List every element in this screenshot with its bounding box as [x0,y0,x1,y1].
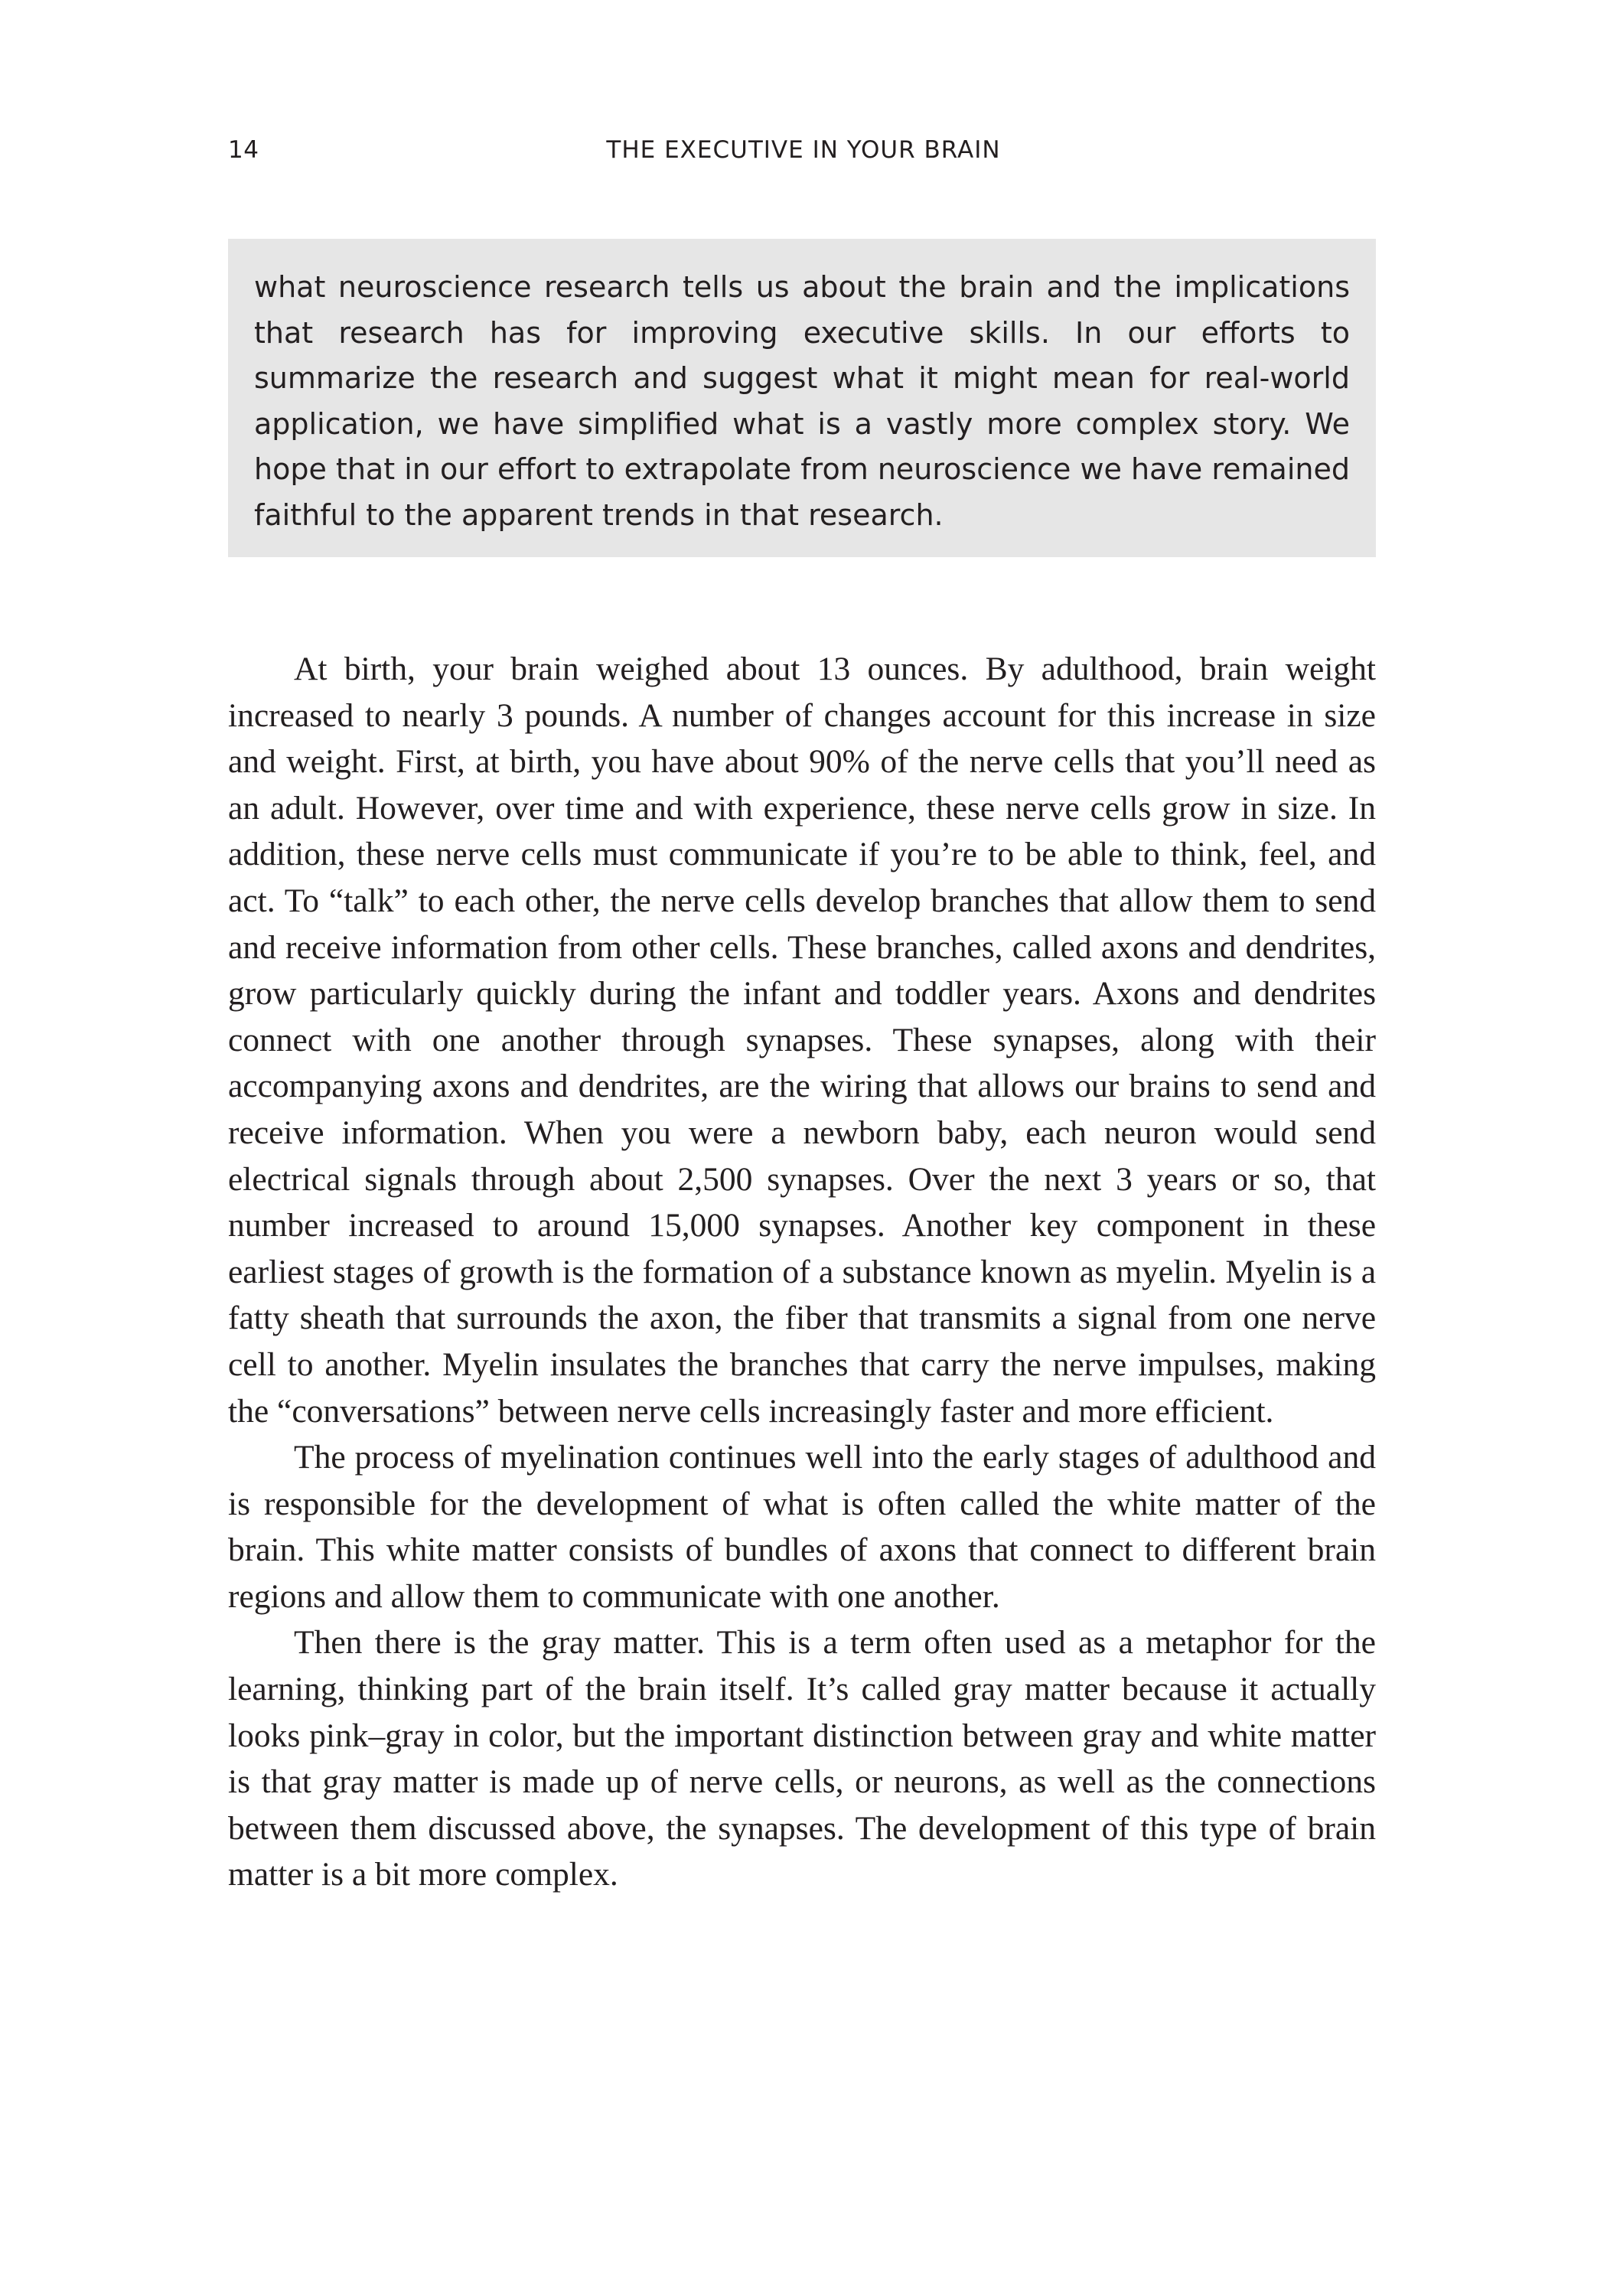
body-text [228,646,1376,1898]
body-paragraph: The process of myelination continues well into the early stages of adulthood and is responsible for the development of what is often called the white matter of the brain. This white matter consists of bundles of axons that connect to different brain regions and allow them to communicate with one another. [228,1439,1376,1615]
body-paragraph: At birth, your brain weighed about 13 ounces. By adulthood, brain weight increased to nearly 3 pounds. A number of changes account for this increase in size and weight. First, at birth, you have about 90% of the nerve cells that you’ll need as an adult. However, over time and with experience, these nerve cells grow in size. In addition, these nerve cells must communicate if you’re to be able to think, feel, and act. To “talk” to each other, the nerve cells develop branches that allow them to send and receive information from other cells. These branches, called axons and dendrites, grow particularly quickly during the infant and toddler years. Axons and dendrites connect with one another through synapses. These synapses, along with their accompanying axons and dendrites, are the wiring that allows our brains to send and receive information. When you were a newborn baby, each neuron would send electrical signals through about 2,500 synapses. Over the next 3 years or so, that number increased to around 15,000 synapses. Another key component in these earliest stages of growth is the formation of a substance known as myelin. Myelin is a fatty sheath that surrounds the axon, the fiber that transmits a signal from one nerve cell to another. Myelin insulates the branches that carry the nerve impulses, making the “conversations” between nerve cells increasingly faster and more efficient. [228,651,1376,1430]
body-paragraph: Then there is the gray matter. This is a term often used as a metaphor for the learning, thinking part of the brain itself. It’s called gray matter because it actually looks pink–gray in color, but the important distinction between gray and white matter is that gray matter is made up of nerve cells, or neurons, as well as the connections between them discussed above, the synapses. The development of this type of brain matter is a bit more complex. [228,1624,1376,1893]
sidebar-text: what neuroscience research tells us about the brain and the implications that research has for improving executive skills. In our efforts to summarize the research and suggest what it might mean for real-world application, we have simplified what is a vastly more complex story. We hope that in our effort to extrapolate from neuroscience we have remained faithful to the apparent trends in that research. [254,270,1350,532]
page-number: 14 [228,136,259,164]
sidebar-box [228,239,1376,557]
running-head: THE EXECUTIVE IN YOUR BRAIN [606,136,1001,164]
